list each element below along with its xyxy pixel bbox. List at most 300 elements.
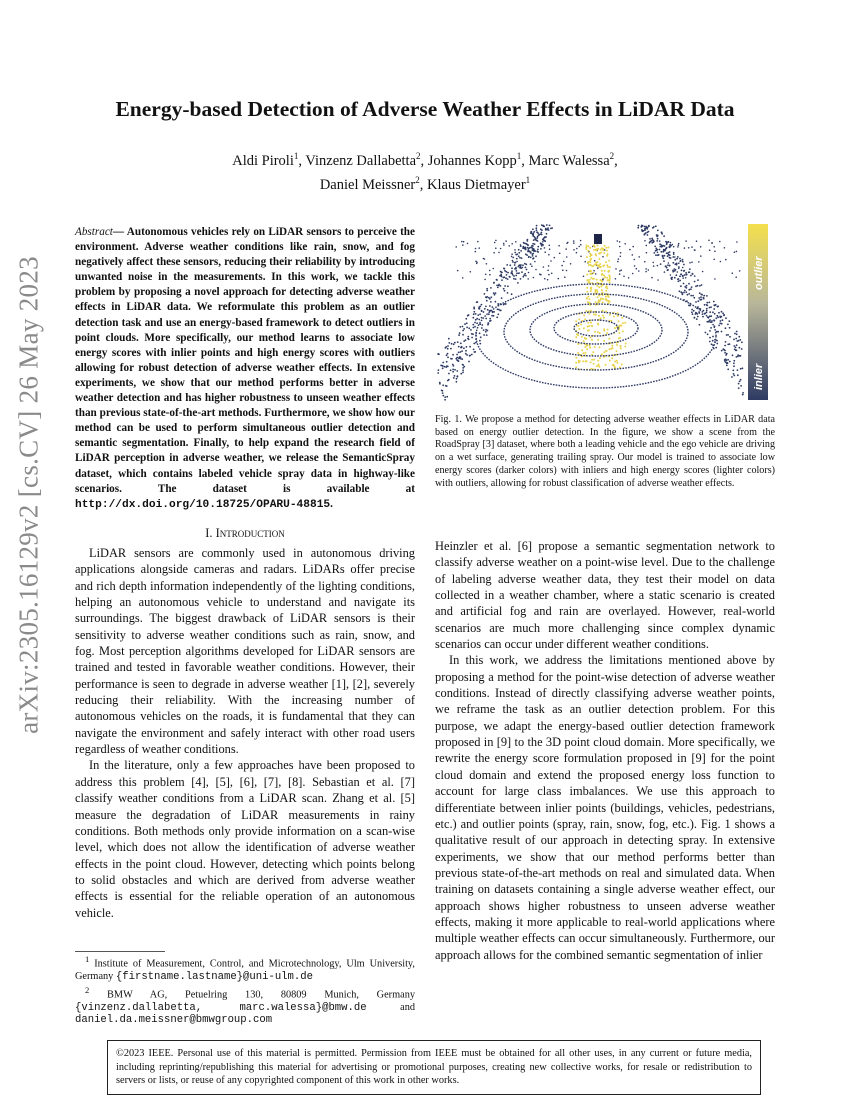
lidar-point bbox=[694, 249, 696, 251]
lidar-point bbox=[604, 276, 606, 278]
lidar-point bbox=[575, 357, 577, 359]
lidar-point bbox=[442, 395, 444, 397]
lidar-point bbox=[644, 240, 646, 242]
lidar-point bbox=[586, 245, 588, 247]
lidar-point bbox=[602, 249, 604, 251]
lidar-point bbox=[566, 270, 568, 272]
lidar-point bbox=[620, 252, 622, 254]
lidar-point bbox=[677, 246, 679, 248]
lidar-point bbox=[685, 277, 687, 279]
lidar-point bbox=[693, 297, 695, 299]
lidar-point bbox=[608, 260, 610, 262]
lidar-point bbox=[594, 264, 596, 266]
lidar-point bbox=[478, 247, 480, 249]
lidar-point bbox=[703, 297, 705, 299]
lidar-point bbox=[540, 248, 542, 250]
lidar-point bbox=[738, 387, 740, 389]
lidar-point bbox=[733, 360, 735, 362]
lidar-point bbox=[621, 363, 623, 365]
figure-1 bbox=[436, 220, 774, 405]
lidar-point bbox=[527, 278, 529, 280]
lidar-point bbox=[447, 380, 449, 382]
lidar-point bbox=[678, 244, 680, 246]
lidar-point bbox=[599, 332, 601, 334]
lidar-point bbox=[672, 256, 674, 258]
lidar-point bbox=[615, 268, 617, 270]
lidar-point bbox=[699, 299, 701, 301]
lidar-point bbox=[682, 261, 684, 263]
lidar-point bbox=[617, 315, 619, 317]
lidar-point bbox=[462, 334, 464, 336]
lidar-point bbox=[535, 255, 537, 257]
lidar-point bbox=[532, 243, 534, 245]
lidar-point bbox=[598, 258, 600, 260]
lidar-point bbox=[598, 252, 600, 254]
lidar-point bbox=[541, 229, 543, 231]
lidar-point bbox=[573, 249, 575, 251]
lidar-point bbox=[677, 271, 679, 273]
lidar-point bbox=[503, 268, 505, 270]
lidar-point bbox=[581, 349, 583, 351]
lidar-point bbox=[522, 264, 524, 266]
right-column-body bbox=[435, 538, 775, 963]
lidar-point bbox=[590, 273, 592, 275]
paragraph: LiDAR sensors are commonly used in autonomous driving applications alongside cameras and radars. LiDARs offer precise and rich depth information independently of the lighting conditions, helping an autonomous vehicle to understand and navigate its surroundings. The biggest drawback of LiDAR sensors is their sensitivity to adverse weather conditions such as rain, snow, and fog. Most perception algorithms developed for LiDAR sensors are trained and tested in favorable weather conditions. However, their performance is seen to degrade in adverse weather [1], [2], severely reducing their reliability. With the increasing number of autonomous vehicles on the roads, it is fundamental that they can navigate the environment and safely interact with other road users regardless of weather conditions. bbox=[75, 546, 415, 757]
lidar-point bbox=[741, 348, 743, 350]
lidar-point bbox=[737, 354, 739, 356]
lidar-point bbox=[471, 337, 473, 339]
lidar-point bbox=[616, 360, 618, 362]
lidar-point bbox=[714, 278, 716, 280]
lidar-point bbox=[457, 270, 459, 272]
lidar-point bbox=[481, 327, 483, 329]
lidar-point bbox=[587, 326, 589, 328]
lidar-point bbox=[453, 343, 455, 345]
lidar-point bbox=[592, 265, 594, 267]
lidar-point bbox=[597, 360, 599, 362]
lidar-point bbox=[661, 231, 663, 233]
lidar-point bbox=[447, 345, 449, 347]
abstract-text: Autonomous vehicles rely on LiDAR sensors to perceive the environment. Adverse weather conditions like rain, snow, and fog negatively affect these sensors, reducing their reliability by introducing unwanted noise in the measurements. In this work, we tackle this problem by proposing a novel approach for detecting adverse weather effects in LiDAR data. We reformulate this problem as an outlier detection task and use an energy-based framework to detect outliers in point clouds. More specifically, our method learns to associate low energy scores with inlier points and high energy scores with outliers allowing for robust detection of adverse weather effects. In extensive experiments, we show that our method performs better in adverse weather detection and has higher robustness to unseen weather effects than previous state-of-the-art methods. Furthermore, we show how our method can be used to perform simultaneous outlier detection and semantic segmentation. Finally, to help expand the research field of LiDAR perception in adverse weather, we release the SemanticSpray dataset, which contains labeled vehicle spray data in highway-like scenarios. The dataset is available at bbox=[75, 226, 415, 495]
lidar-point bbox=[549, 245, 551, 247]
lidar-point bbox=[607, 295, 609, 297]
lidar-point bbox=[471, 333, 473, 335]
lidar-point bbox=[625, 343, 627, 345]
footnote-text: and bbox=[366, 1001, 415, 1013]
figure-caption: Fig. 1. We propose a method for detecting adverse weather effects in LiDAR data based on energy outlier detection. In the figure, we show a scene from the RoadSpray [3] dataset, where both a leading vehicle and the ego vehicle are driving on a wet surface, generating trailing spray. Our model is trained to associate low energy scores (darker colors) with inliers and high energy scores (lighter colors) with outliers, allowing for robust classification of adverse weather effects. bbox=[435, 414, 775, 489]
lidar-point bbox=[496, 316, 498, 318]
lidar-point bbox=[715, 304, 717, 306]
lidar-point bbox=[736, 356, 738, 358]
lidar-point bbox=[597, 296, 599, 298]
lidar-point bbox=[640, 226, 642, 228]
lidar-point bbox=[733, 375, 735, 377]
lidar-point bbox=[616, 344, 618, 346]
lidar-point bbox=[476, 262, 478, 264]
lidar-point bbox=[460, 356, 462, 358]
lidar-point bbox=[602, 256, 604, 258]
lidar-point bbox=[578, 246, 580, 248]
lidar-point bbox=[646, 228, 648, 230]
lidar-point bbox=[684, 290, 686, 292]
lidar-point bbox=[580, 240, 582, 242]
author-name: Johannes Kopp bbox=[427, 152, 517, 169]
lidar-point bbox=[504, 285, 506, 287]
lidar-point bbox=[548, 254, 550, 256]
lidar-point bbox=[486, 297, 488, 299]
lidar-point bbox=[483, 258, 485, 260]
lidar-point bbox=[706, 321, 708, 323]
lidar-point bbox=[597, 323, 599, 325]
lidar-point bbox=[666, 267, 668, 269]
lidar-point bbox=[728, 320, 730, 322]
lidar-point bbox=[525, 264, 527, 266]
lidar-point bbox=[645, 271, 647, 273]
lidar-point bbox=[462, 326, 464, 328]
lidar-point bbox=[536, 229, 538, 231]
lidar-point bbox=[619, 270, 621, 272]
lidar-point bbox=[590, 337, 592, 339]
paragraph: In this work, we address the limitations mentioned above by proposing a method for the point-wise detection of adverse weather conditions. Instead of directly classifying adverse weather points, we reframe the task as an outlier detection problem. For this purpose, we adapt the energy-based outlier detection framework proposed in [9] to the 3D point cloud domain. More specifically, we rewrite the energy score formulation proposed in [9] for the point cloud domain and extend the proposed energy loss function to account for large class imbalances. We use this approach to differentiate between inlier points (buildings, vehicles, pedestrians, etc.) and outlier points (spray, rain, snow, fog, etc.). Fig. 1 shows a qualitative result of our approach in detecting spray. In extensive experiments, we show that our method performs better than previous state-of-the-art methods on real and simulated data. When training on datasets containing a single adverse weather effect, our approach shows higher robustness to unseen adverse weather effects, making it more applicable to real-world applications where multiple weather effects can occur simultaneously. Furthermore, our approach allows for the combined semantic segmentation of inlier bbox=[435, 653, 775, 962]
lidar-point bbox=[602, 298, 604, 300]
lidar-point bbox=[644, 261, 646, 263]
lidar-point bbox=[706, 310, 708, 312]
lidar-point bbox=[537, 246, 539, 248]
lidar-point bbox=[610, 320, 612, 322]
lidar-point bbox=[543, 266, 545, 268]
lidar-point bbox=[447, 356, 449, 358]
lidar-point bbox=[674, 259, 676, 261]
lidar-point bbox=[493, 292, 495, 294]
lidar-point bbox=[487, 309, 489, 311]
lidar-point bbox=[576, 248, 578, 250]
lidar-point bbox=[505, 271, 507, 273]
lidar-point bbox=[603, 317, 605, 319]
author-affiliation-mark: 2 bbox=[416, 151, 421, 161]
lidar-point bbox=[442, 384, 444, 386]
lidar-point bbox=[523, 242, 525, 244]
lidar-point bbox=[577, 334, 579, 336]
lidar-point bbox=[511, 270, 513, 272]
lidar-point bbox=[479, 306, 481, 308]
lidar-point bbox=[577, 352, 579, 354]
lidar-point bbox=[688, 283, 690, 285]
lidar-point bbox=[489, 318, 491, 320]
lidar-point bbox=[466, 322, 468, 324]
lidar-point bbox=[518, 272, 520, 274]
lidar-point bbox=[578, 318, 580, 320]
lidar-point bbox=[659, 240, 661, 242]
lidar-point bbox=[483, 311, 485, 313]
lidar-point bbox=[711, 343, 713, 345]
lidar-point bbox=[657, 279, 659, 281]
lidar-point bbox=[589, 261, 591, 263]
lidar-point bbox=[489, 320, 491, 322]
footnote-email: {firstname.lastname}@uni-ulm.de bbox=[115, 971, 313, 984]
lidar-point bbox=[701, 284, 703, 286]
lidar-point bbox=[652, 227, 654, 229]
lidar-point bbox=[594, 331, 596, 333]
lidar-point bbox=[464, 323, 466, 325]
colorbar-label-outlier: outlier bbox=[753, 256, 765, 290]
lidar-point bbox=[710, 327, 712, 329]
lidar-point bbox=[584, 318, 586, 320]
lidar-point bbox=[605, 286, 607, 288]
lidar-point bbox=[598, 295, 600, 297]
lidar-point bbox=[545, 228, 547, 230]
author-affiliation-mark: 1 bbox=[516, 151, 522, 161]
lidar-point bbox=[708, 302, 710, 304]
lidar-point bbox=[678, 280, 680, 282]
lidar-point bbox=[721, 311, 723, 313]
lidar-point bbox=[612, 364, 614, 366]
lidar-point bbox=[729, 336, 731, 338]
lidar-point bbox=[592, 351, 594, 353]
lidar-point bbox=[503, 243, 505, 245]
lidar-point bbox=[503, 244, 505, 246]
lidar-point bbox=[549, 248, 551, 250]
lidar-point bbox=[460, 373, 462, 375]
lidar-point bbox=[515, 262, 517, 264]
lidar-point bbox=[485, 306, 487, 308]
lidar-point bbox=[607, 247, 609, 249]
lidar-point bbox=[543, 237, 545, 239]
lidar-point bbox=[447, 366, 449, 368]
lidar-point bbox=[585, 360, 587, 362]
lidar-point bbox=[575, 320, 577, 322]
lidar-point bbox=[732, 354, 734, 356]
lidar-point bbox=[729, 327, 731, 329]
lidar-point bbox=[687, 294, 689, 296]
lidar-point bbox=[683, 292, 685, 294]
lidar-point bbox=[666, 243, 668, 245]
lidar-point bbox=[678, 268, 680, 270]
lidar-point bbox=[669, 246, 671, 248]
lidar-point bbox=[486, 263, 488, 265]
lidar-point bbox=[617, 240, 619, 242]
lidar-point bbox=[736, 331, 738, 333]
lidar-point bbox=[551, 227, 553, 229]
lidar-point bbox=[734, 333, 736, 335]
lidar-point bbox=[674, 268, 676, 270]
lidar-point bbox=[451, 343, 453, 345]
lidar-point bbox=[604, 245, 606, 247]
lidar-point bbox=[590, 259, 592, 261]
lidar-point bbox=[678, 243, 680, 245]
lidar-point bbox=[489, 270, 491, 272]
lidar-point bbox=[466, 346, 468, 348]
lidar-point bbox=[458, 346, 460, 348]
lidar-point bbox=[587, 250, 589, 252]
lidar-point bbox=[659, 249, 661, 251]
lidar-point bbox=[721, 323, 723, 325]
lidar-point bbox=[622, 330, 624, 332]
lidar-point bbox=[595, 249, 597, 251]
lidar-point bbox=[680, 274, 682, 276]
lidar-point bbox=[589, 279, 591, 281]
lidar-point bbox=[727, 368, 729, 370]
lidar-point bbox=[739, 339, 741, 341]
lidar-point bbox=[530, 257, 532, 259]
lidar-point bbox=[461, 350, 463, 352]
lidar-point bbox=[532, 258, 534, 260]
lidar-point bbox=[629, 249, 631, 251]
lidar-point bbox=[657, 252, 659, 254]
lidar-point bbox=[714, 251, 716, 253]
lidar-point bbox=[735, 338, 737, 340]
lidar-point bbox=[459, 332, 461, 334]
lidar-point bbox=[644, 234, 646, 236]
lidar-point bbox=[479, 332, 481, 334]
lidar-point bbox=[614, 327, 616, 329]
lidar-point bbox=[590, 290, 592, 292]
lidar-point bbox=[725, 361, 727, 363]
lidar-point bbox=[590, 254, 592, 256]
lidar-point bbox=[442, 365, 444, 367]
lidar-point bbox=[514, 252, 516, 254]
lidar-point bbox=[729, 343, 731, 345]
lidar-point bbox=[690, 295, 692, 297]
lidar-point bbox=[600, 249, 602, 251]
lidar-point bbox=[497, 313, 499, 315]
lidar-point bbox=[622, 322, 624, 324]
lidar-point bbox=[448, 373, 450, 375]
lidar-point bbox=[597, 331, 599, 333]
lidar-point bbox=[516, 270, 518, 272]
lidar-point bbox=[446, 354, 448, 356]
lidar-point bbox=[725, 327, 727, 329]
lidar-point bbox=[603, 328, 605, 330]
lidar-point bbox=[679, 280, 681, 282]
dataset-link[interactable]: http://dx.doi.org/10.18725/OPARU-48815 bbox=[75, 498, 331, 511]
author-affiliation-mark: 2 bbox=[415, 174, 420, 185]
lidar-point bbox=[573, 240, 575, 242]
lidar-point bbox=[699, 292, 701, 294]
lidar-point bbox=[475, 248, 477, 250]
lidar-point bbox=[724, 359, 726, 361]
lidar-point bbox=[541, 234, 543, 236]
lidar-point bbox=[709, 341, 711, 343]
lidar-point bbox=[460, 342, 462, 344]
lidar-point bbox=[596, 365, 598, 367]
lidar-point bbox=[563, 261, 565, 263]
lidar-point bbox=[652, 239, 654, 241]
lidar-point bbox=[589, 264, 591, 266]
lidar-point bbox=[497, 287, 499, 289]
lidar-point bbox=[601, 354, 603, 356]
lidar-point bbox=[611, 347, 613, 349]
lidar-point bbox=[584, 261, 586, 263]
lidar-point bbox=[511, 243, 513, 245]
lidar-point bbox=[539, 273, 541, 275]
lidar-point bbox=[646, 232, 648, 234]
lidar-point bbox=[600, 252, 602, 254]
author-list bbox=[100, 147, 750, 195]
lidar-point bbox=[543, 226, 545, 228]
lidar-point bbox=[532, 253, 534, 255]
lidar-point bbox=[740, 385, 742, 387]
lidar-point bbox=[447, 348, 449, 350]
lidar-point bbox=[505, 240, 507, 242]
lidar-point bbox=[670, 274, 672, 276]
lidar-point bbox=[457, 341, 459, 343]
lidar-point bbox=[549, 225, 551, 227]
lidar-point bbox=[634, 265, 636, 267]
lidar-point bbox=[462, 369, 464, 371]
lidar-point bbox=[669, 265, 671, 267]
lidar-point bbox=[657, 235, 659, 237]
lidar-point bbox=[595, 290, 597, 292]
lidar-point bbox=[733, 373, 735, 375]
lidar-point bbox=[670, 242, 672, 244]
lidar-point bbox=[546, 224, 548, 226]
lidar-point bbox=[497, 309, 499, 311]
lidar-point bbox=[689, 262, 691, 264]
lidar-point bbox=[678, 262, 680, 264]
lidar-point bbox=[690, 288, 692, 290]
lidar-point bbox=[476, 318, 478, 320]
lidar-point bbox=[465, 350, 467, 352]
lidar-point bbox=[680, 285, 682, 287]
lidar-point bbox=[734, 251, 736, 253]
lidar-point bbox=[504, 290, 506, 292]
footnote-divider bbox=[75, 951, 165, 952]
lidar-point bbox=[599, 300, 601, 302]
lidar-point bbox=[520, 250, 522, 252]
lidar-point bbox=[495, 301, 497, 303]
lidar-point bbox=[716, 315, 718, 317]
lidar-point bbox=[472, 327, 474, 329]
lidar-point bbox=[695, 301, 697, 303]
lidar-point bbox=[463, 340, 465, 342]
lidar-point bbox=[511, 293, 513, 295]
lidar-point bbox=[595, 273, 597, 275]
lidar-point bbox=[458, 358, 460, 360]
lidar-point bbox=[477, 314, 479, 316]
lidar-point bbox=[444, 396, 446, 398]
lidar-energy-visualization bbox=[436, 220, 774, 405]
lidar-point bbox=[470, 271, 472, 273]
lidar-point bbox=[442, 367, 444, 369]
lidar-point bbox=[638, 256, 640, 258]
lidar-point bbox=[732, 370, 734, 372]
lidar-point bbox=[474, 351, 476, 353]
lidar-point bbox=[590, 288, 592, 290]
lidar-point bbox=[689, 268, 691, 270]
lidar-point bbox=[493, 268, 495, 270]
lidar-point bbox=[485, 331, 487, 333]
lidar-point bbox=[724, 345, 726, 347]
lidar-point bbox=[597, 339, 599, 341]
lidar-point bbox=[607, 329, 609, 331]
lidar-point bbox=[688, 289, 690, 291]
lidar-point bbox=[454, 375, 456, 377]
author-affiliation-mark: 2 bbox=[609, 151, 615, 161]
lidar-point bbox=[567, 242, 569, 244]
lidar-point bbox=[651, 277, 653, 279]
lidar-point bbox=[473, 343, 475, 345]
lidar-point bbox=[673, 253, 675, 255]
lidar-point bbox=[597, 264, 599, 266]
lidar-point bbox=[513, 275, 515, 277]
lidar-point bbox=[685, 291, 687, 293]
lidar-point bbox=[528, 257, 530, 259]
lidar-point bbox=[641, 225, 643, 227]
copyright-notice: ©2023 IEEE. Personal use of this material is permitted. Permission from IEEE must be obtained for all other uses, in any current or future media, including reprinting/republishing this material for advertising or promotional purposes, creating new collective works, for resale or redistribution to servers or lists, or reuse of any copyrighted component of this work in other works. bbox=[107, 1040, 761, 1095]
lidar-point bbox=[587, 296, 589, 298]
lidar-point bbox=[668, 262, 670, 264]
lidar-point bbox=[666, 252, 668, 254]
